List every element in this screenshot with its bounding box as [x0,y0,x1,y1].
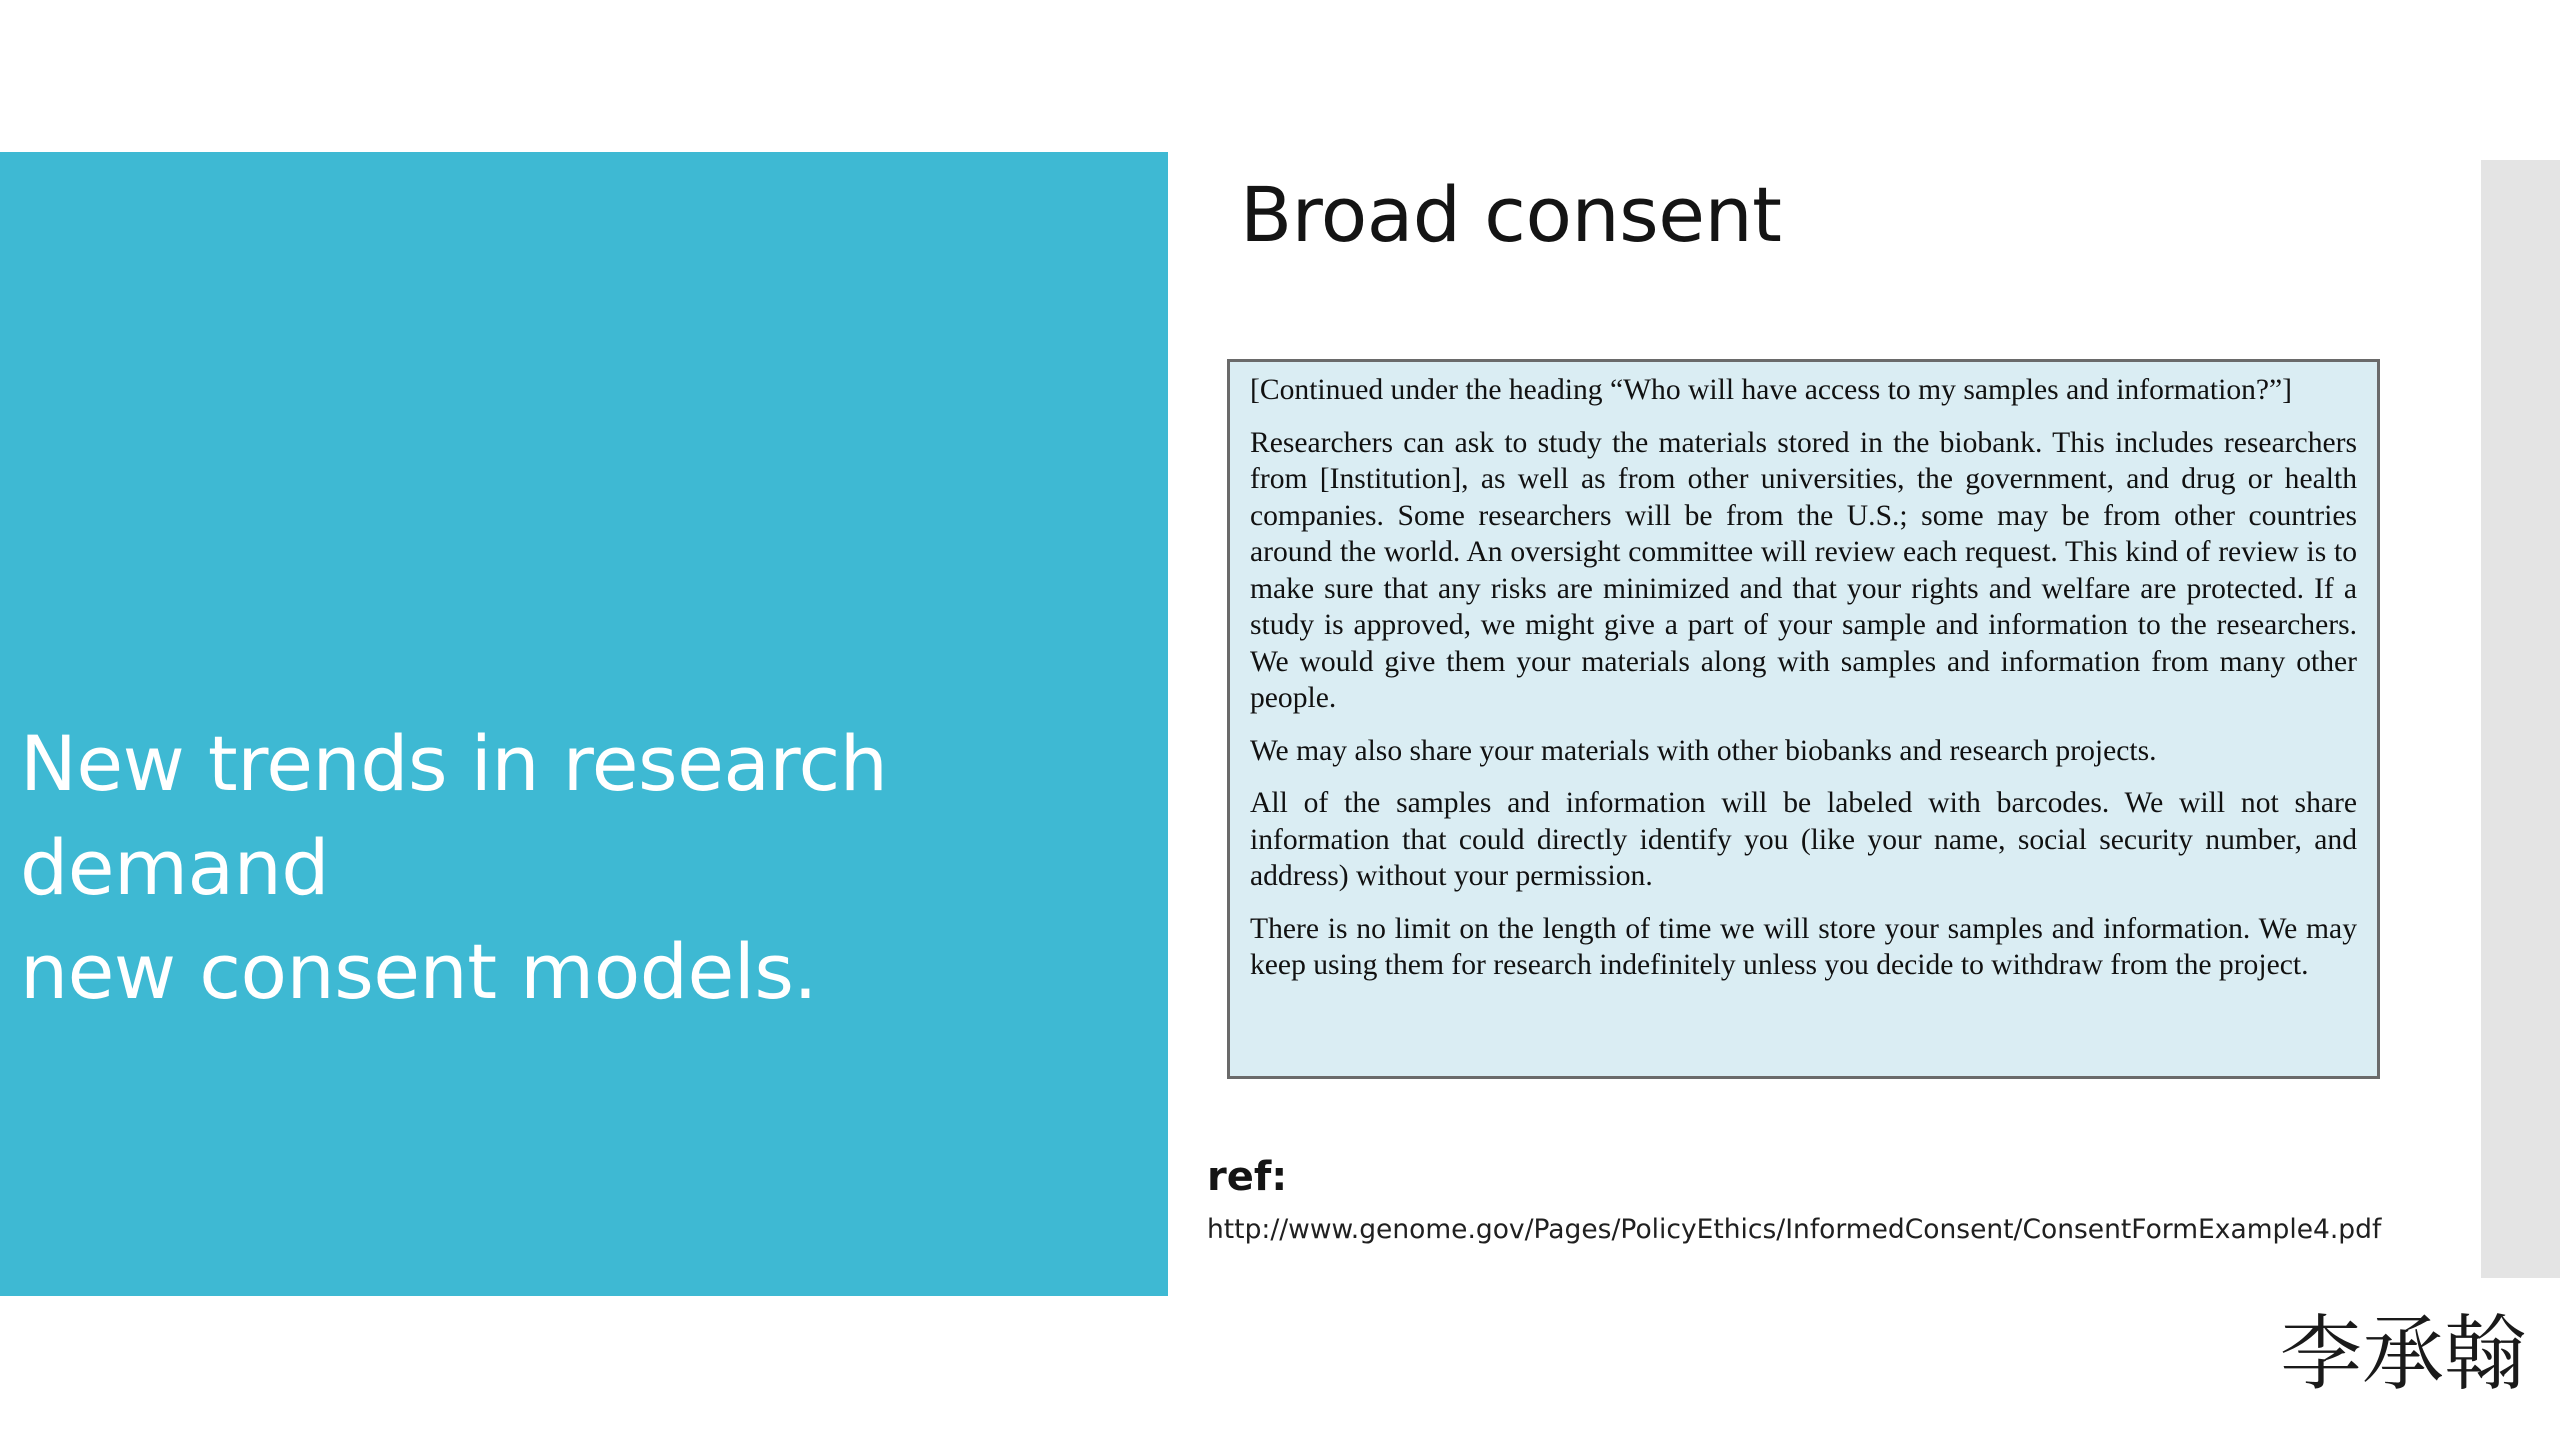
reference-label: ref: [1207,1154,1288,1200]
section-heading-line-2: new consent models. [20,927,818,1016]
accent-panel [0,152,1168,1296]
excerpt-paragraph-sharing: We may also share your materials with other biobanks and research projects. [1250,734,2157,767]
author-name: 李承翰 [2280,1307,2527,1402]
excerpt-intro: [Continued under the heading “Who will have access to my samples and information?”] [1250,374,2293,406]
excerpt-paragraph-barcodes: All of the samples and information will be labeled with barcodes. We will not share information that could directly identify you (like your name, social security number, and address) without your permission. [1250,787,2357,892]
slide-title: Broad consent [1240,170,1782,259]
section-heading-line-1: New trends in research demand [20,719,888,912]
excerpt-paragraph-access: Researchers can ask to study the materials stored in the biobank. This includes researchers from [Institution], as well as from other universities, the government, and drug or health companies. Some researchers will be from the U.S.; some may be from other countries around the world. An oversight committee will review each request. This kind of review is to make sure that any risks are minimized and that your rights and welfare are protected. If a study is approved, we might give a part of your sample and information to the researchers. We would give them your materials along with samples and information from many other people. [1250,426,2357,714]
side-strip [2481,160,2560,1278]
reference-url: http://www.genome.gov/Pages/PolicyEthics/InformedConsent/ConsentFormExample4.pdf [1207,1214,2382,1245]
section-heading [20,712,1160,1024]
consent-form-excerpt [1227,359,2380,1079]
excerpt-paragraph-storage: There is no limit on the length of time we will store your samples and information. We may keep using them for research indefinitely unless you decide to withdraw from the project. [1250,912,2357,981]
